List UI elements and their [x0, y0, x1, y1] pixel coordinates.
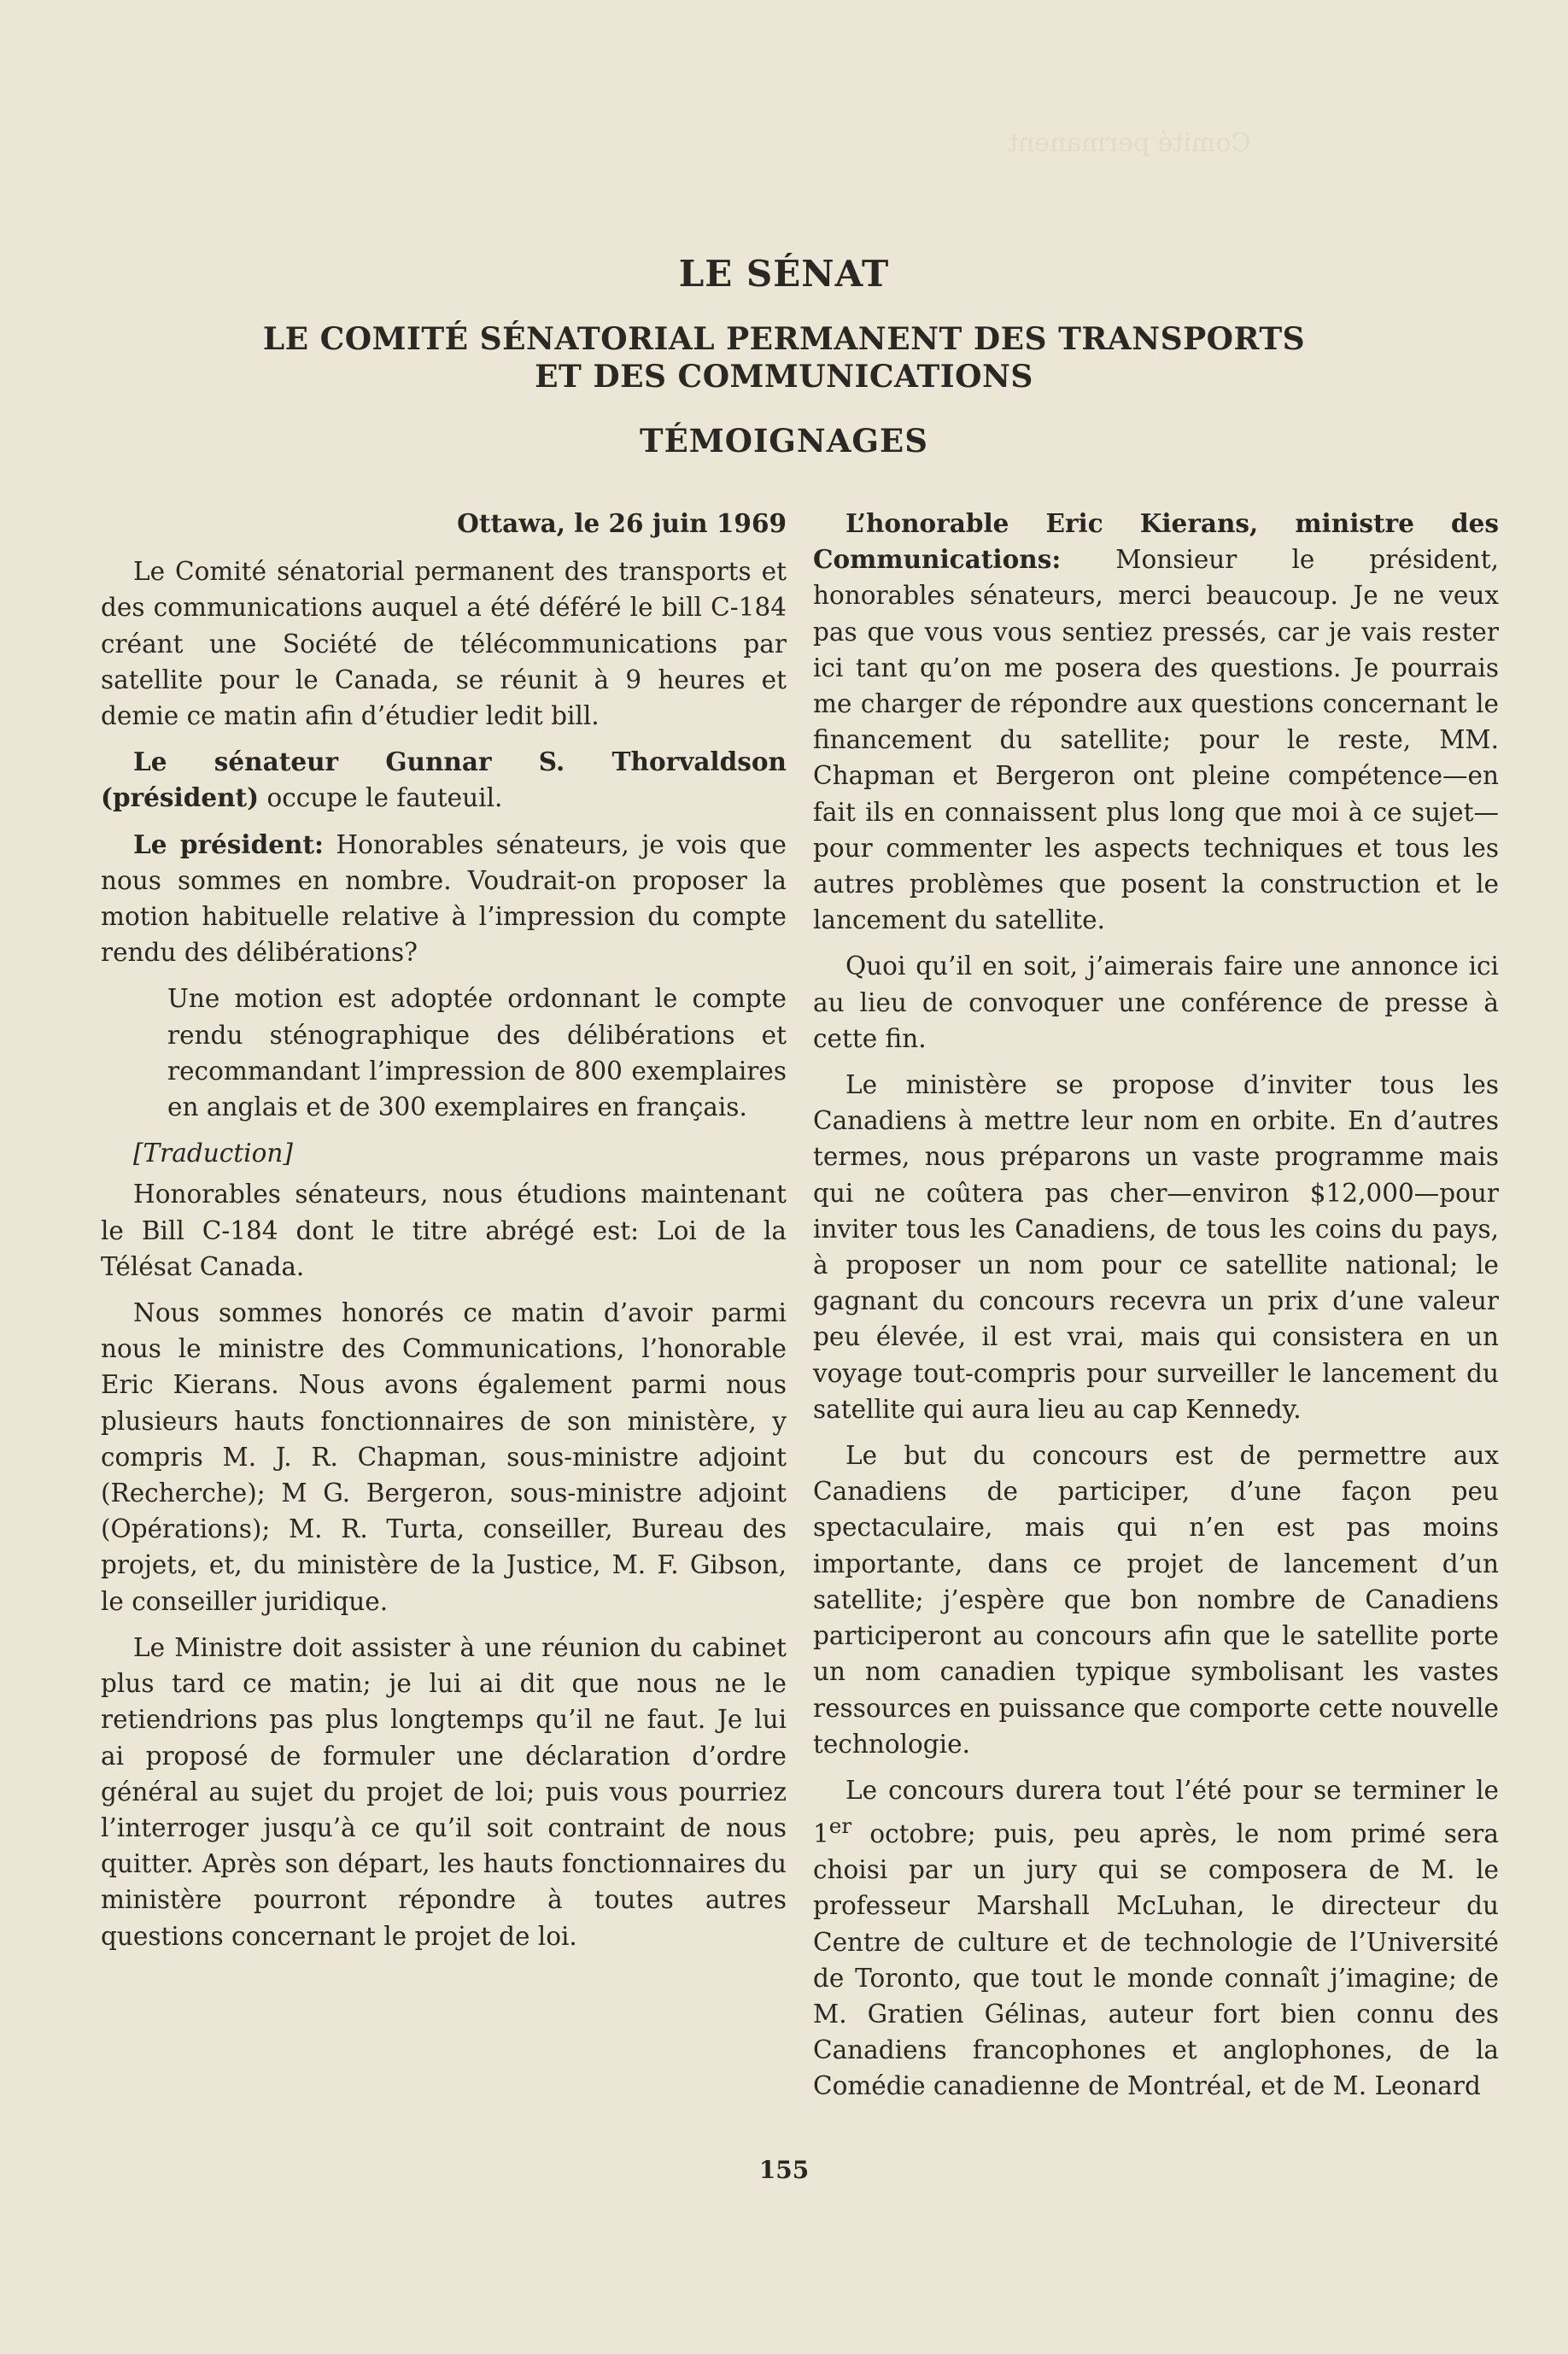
superscript: er [828, 1813, 852, 1839]
paragraph [101, 827, 787, 971]
bleed-through-text: Comité permanent [1008, 128, 1251, 158]
left-column [101, 506, 787, 1965]
paragraph-text: occupe le fauteuil. [259, 783, 503, 813]
committee-title-line1: LE COMITÉ SÉNATORIAL PERMANENT DES TRANSPORTS [262, 321, 1306, 357]
paragraph: Le Comité sénatorial permanent des transports et des communications auquel a été déféré le bill C-184 créant une Société de télécommunications par satellite pour le Canada, se réunit à 9 heures et demie ce matin afin d’étudier ledit bill. [101, 557, 787, 731]
speaker-name: L’honorable Eric Kierans, ministre des Communications: [813, 508, 1499, 575]
senate-title: LE SÉNAT [678, 253, 890, 295]
paragraph [813, 1772, 1499, 2105]
paragraph-text: octobre; puis, peu après, le nom primé sera choisi par un jury qui se composera de M. le professeur Marshall McLuhan, le directeur du Centre de culture et de technologie de l’Université de Toronto, que tout le monde connaît j’imagine; de M. Gratien Gélinas, auteur fort bien connu des Canadiens francophones et anglophones, de la Comédie canadienne de Montréal, et de M. Leonard [813, 1818, 1499, 2101]
paragraph: Quoi qu’il en soit, j’aimerais faire une annonce ici au lieu de convoquer une conférence de presse à cette fin. [813, 952, 1499, 1053]
paragraph-text: Honorables sénateurs, je vois que nous sommes en nombre. Voudrait-on proposer la motion habituelle relative à l’impression du compte rendu des délibérations? [101, 829, 787, 968]
paragraph: Nous sommes honorés ce matin d’avoir parmi nous le ministre des Communications, l’honorable Eric Kierans. Nous avons également parmi nous plusieurs hauts fonctionnaires de son ministère, y compris M. J. R. Chapman, sous-ministre adjoint (Recherche); M G. Bergeron, sous-ministre adjoint (Opérations); M. R. Turta, conseiller, Bureau des projets, et, du ministère de la Justice, M. F. Gibson, le conseiller juridique. [101, 1298, 787, 1616]
paragraph-text: Le concours durera tout l’été pour se terminer le 1 [813, 1775, 1499, 1848]
translation-label: [Traduction] [133, 1139, 293, 1168]
motion-paragraph: Une motion est adoptée ordonnant le compte rendu sténographique des délibérations et recommandant l’impression de 800 exemplaires en anglais et de 300 exemplaires en français. [167, 984, 787, 1122]
paragraph: Honorables sénateurs, nous étudions maintenant le Bill C-184 dont le titre abrégé est: Loi de la Télésat Canada. [101, 1180, 787, 1281]
right-column [813, 506, 1499, 2115]
page-number: 155 [758, 2156, 810, 2184]
paragraph: Le Ministre doit assister à une réunion du cabinet plus tard ce matin; je lui ai dit que nous ne le retiendrions pas plus longtemps qu’il ne faut. Je lui ai proposé de formuler une déclaration d’ordre général au sujet du projet de loi; puis vous pourriez l’interroger jusqu’à ce qu’il soit contraint de nous quitter. Après son départ, les hauts fonctionnaires du ministère pourront répondre à toutes autres questions concernant le projet de loi. [101, 1632, 787, 1951]
section-title: TÉMOIGNAGES [640, 422, 928, 460]
speaker-name: Le sénateur Gunnar S. Thorvaldson (président) [101, 747, 787, 813]
speaker-name: Le président: [133, 829, 324, 859]
paragraph-text: Monsieur le président, honorables sénateurs, merci beaucoup. Je ne veux pas que vous vous sentiez pressés, car je vais rester ici tant qu’on me posera des questions. Je pourrais me charger de répondre aux questions concernant le financement du satellite; pour le reste, MM. Chapman et Bergeron ont pleine compétence—en fait ils en connaissent plus long que moi à ce sujet—pour commenter les aspects techniques et tous les autres problèmes que posent la construction et le lancement du satellite. [813, 545, 1499, 935]
paragraph: Le ministère se propose d’inviter tous les Canadiens à mettre leur nom en orbite. En d’autres termes, nous préparons un vaste programme mais qui ne coûtera pas cher—environ $12,000—pour inviter tous les Canadiens, de tous les coins du pays, à proposer un nom pour ce satellite national; le gagnant du concours recevra un prix d’une valeur peu élevée, il est vrai, mais qui consistera en un voyage tout-compris pour surveiller le lancement du satellite qui aura lieu au cap Kennedy. [813, 1070, 1499, 1424]
paragraph [101, 744, 787, 816]
meeting-date: Ottawa, le 26 juin 1969 [457, 508, 787, 538]
paragraph [813, 506, 1499, 938]
committee-title-line2: ET DES COMMUNICATIONS [535, 359, 1033, 395]
paragraph: Le but du concours est de permettre aux Canadiens de participer, d’une façon peu spectaculaire, mais qui n’en est pas moins importante, dans ce projet de lancement d’un satellite; j’espère que bon nombre de Canadiens participeront au concours afin que le satellite porte un nom canadien typique symbolisant les vastes ressources en puissance que comporte cette nouvelle technologie. [813, 1441, 1499, 1759]
